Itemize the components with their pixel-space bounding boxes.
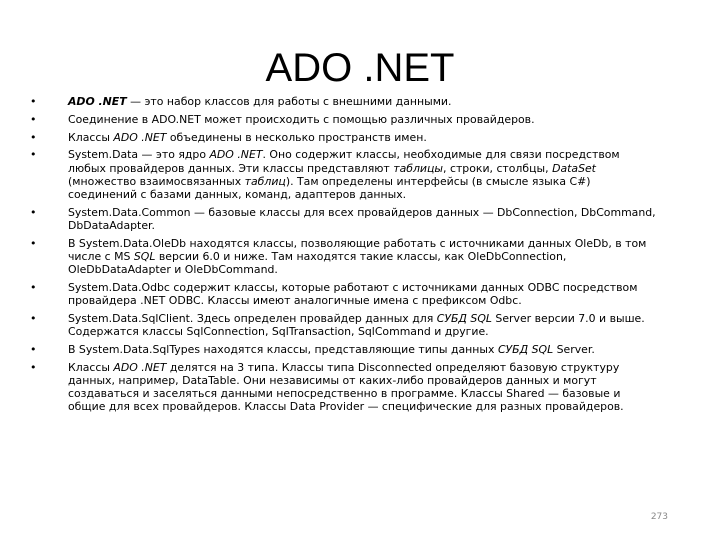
bullet-dot-icon: • [30,236,37,250]
bullet-dot-icon: • [30,130,37,144]
bullet-text-run: . Оно содержит классы, необходимые для связи посредством любых провайдеров данных. Эти классы представляют [68,148,620,175]
bullet-text-run: В System.Data.OleDb находятся классы, позволяющие работать с источниками данных OleDb, в том числе с MS [68,236,647,263]
bullet-text-run: таблиц [244,174,286,188]
bullet-text-run: ADO .NET [209,148,263,162]
bullet-dot-icon: • [30,281,37,294]
bullet-text-run: , строки, столбцы, [443,161,553,175]
bullet-text-run: объединены в несколько пространств имен. [166,130,427,144]
bullet-dot-icon: • [30,343,37,356]
bullet-item [30,95,660,108]
bullet-text-run: Классы [68,360,114,374]
bullet-text-run: Классы [68,130,114,144]
bullet-dot-icon: • [30,205,37,219]
bullet-item [30,281,660,307]
bullet-text-run: Server версии 7.0 и выше. Содержатся классы SqlConnection, SqlTransaction, SqlCommand и другие. [68,312,645,339]
bullet-text-run: ADO .NET [113,360,167,374]
bullet-text-run: (множество взаимосвязанных [68,174,245,188]
bullet-text-run: System.Data — это ядро [68,148,210,162]
bullet-dot-icon: • [30,95,37,108]
bullet-item [30,343,660,356]
bullet-text-run: DataSet [552,161,596,175]
bullet-text-run: ). Там определены интерфейсы (в смысле языка C#) соединений с базами данных, команд, адаптеров данных. [68,174,591,201]
bullet-text-run: делятся на 3 типа. Классы типа Disconnected определяют базовую структуру данных, например, DataTable. Они независимы от каких-либо провайдеров данных и могут создаваться и заселяться данными непосредственно в программе. Классы Shared — базовые и общие для всех провайдеров. Классы Data Provider — специфические для разных провайдеров. [68,360,624,414]
bullet-dot-icon: • [30,360,37,374]
bullet-item [30,237,660,277]
bullet-item [30,206,660,232]
bullet-text-run: SQL [133,250,156,263]
slide-title: ADO .NET [265,46,455,90]
bullet-item [30,148,660,201]
page-number: 273 [650,512,668,522]
bullet-text-run: System.Data.Common — базовые классы для всех провайдеров данных — DbConnection, DbCommand, DbDataAdapter. [68,205,656,232]
bullet-text-run: Соединение в ADO.NET может происходить с помощью различных провайдеров. [68,112,535,126]
bullet-text-run: — это набор классов для работы с внешними данными. [126,95,452,108]
bullet-text-run: версии 6.0 и ниже. Там находятся такие классы, как OleDbConnection, OleDbDataAdapter и OleDbCommand. [68,250,567,277]
bullet-text-run: таблицы [393,161,444,175]
bullet-text-run: System.Data.Odbc содержит классы, которые работают с источниками данных ODBC посредством провайдера .NET ODBC. Классы имеют аналогичные имена с префиксом Odbc. [68,281,638,308]
bullet-text-run: System.Data.SqlClient. Здесь определен провайдер данных для [68,312,437,325]
bullet-dot-icon: • [30,148,37,162]
bullet-text-run: ADO .NET [113,130,167,144]
bullet-text-run: СУБД SQL [436,312,492,325]
bullet-item [30,131,660,144]
bullet-dot-icon: • [30,312,37,325]
bullet-dot-icon: • [30,112,37,126]
bullet-list [30,95,660,418]
bullet-text-run: Server. [553,343,595,356]
bullet-text-run: СУБД SQL [497,343,554,356]
bullet-text-run: ADO .NET [68,95,127,108]
bullet-item [30,312,660,338]
bullet-item [30,361,660,414]
bullet-text-run: В System.Data.SqlTypes находятся классы, представляющие типы данных [68,343,498,356]
bullet-item [30,113,660,126]
